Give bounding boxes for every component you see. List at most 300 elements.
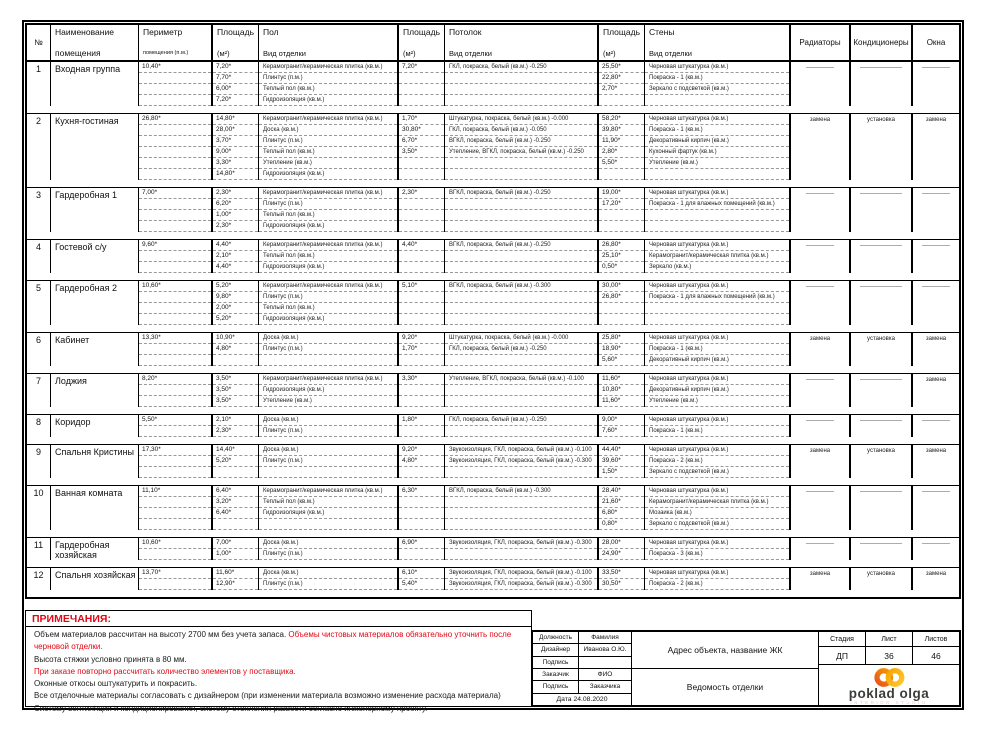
title-block xyxy=(531,630,961,707)
walls-finish-value: Декоративный кирпич (кв.м.) xyxy=(645,355,789,366)
walls-finish-value: Черновая штукатурка (кв.м.) xyxy=(645,240,789,251)
area-label: Площадь xyxy=(603,27,641,37)
walls-finish-value: Утепление (кв.м.) xyxy=(645,396,789,407)
room-name: Гардеробная хозяйская xyxy=(51,538,139,560)
ceiling-area-value xyxy=(399,169,444,180)
floor-finish-value: Теплый пол (кв.м.) xyxy=(259,84,397,95)
ceiling-finish-value: Штукатурка, покраска, белый (кв.м.) -0.000 xyxy=(445,114,597,125)
ceiling-area-value: 6,30* xyxy=(399,486,444,497)
signature-value: Фамилия xyxy=(591,634,619,642)
floor-area-value xyxy=(213,519,258,530)
perimeter-value xyxy=(139,221,211,232)
walls-finish-value: Покраска - 1 для влажных помещений (кв.м.) xyxy=(645,199,789,210)
sheet-number: 36 xyxy=(866,647,913,664)
ceiling-finish-value xyxy=(445,519,597,530)
col-header-perimeter xyxy=(139,25,213,60)
perimeter-value xyxy=(139,579,211,590)
ceiling-area-value: 3,30* xyxy=(399,374,444,385)
col-header-ceiling xyxy=(445,25,599,60)
walls-finish-value: Декоративный кирпич (кв.м.) xyxy=(645,136,789,147)
ceiling-area-value: 9,20* xyxy=(399,445,444,456)
walls-finish-value: Покраска - 1 для влажных помещений (кв.м.) xyxy=(645,292,789,303)
title-block-right xyxy=(819,632,959,705)
note-line xyxy=(34,703,523,715)
walls-area-value: 26,80* xyxy=(599,240,644,251)
perimeter-value: 10,60* xyxy=(139,538,211,549)
radiators-value: замена xyxy=(791,114,851,180)
ceiling-finish-value xyxy=(445,508,597,519)
ceiling-finish-value: ВГКЛ, покраска, белый (кв.м.) -0.250 xyxy=(445,136,597,147)
perimeter-value xyxy=(139,251,211,262)
ceiling-area-value xyxy=(399,95,444,106)
floor-area-value: 28,00* xyxy=(213,125,258,136)
perimeter-value xyxy=(139,355,211,366)
floor-area-cell xyxy=(213,445,259,478)
floor-finish-cell xyxy=(259,188,399,232)
table-header xyxy=(27,25,959,62)
floor-finish-value: Плинтус (п.м.) xyxy=(259,292,397,303)
walls-area-value xyxy=(599,221,644,232)
floor-finish-value: Гидроизоляция (кв.м.) xyxy=(259,314,397,325)
room-name: Гардеробная 1 xyxy=(51,188,139,232)
ceiling-finish-value xyxy=(445,199,597,210)
walls-finish-value: Зеркало с подсветкой (кв.м.) xyxy=(645,84,789,95)
walls-finish-value: Зеркало (кв.м.) xyxy=(645,262,789,273)
floor-area-value: 4,80* xyxy=(213,344,258,355)
ceiling-finish-type-label: Вид отделки xyxy=(449,49,492,58)
floor-area-value: 3,50* xyxy=(213,385,258,396)
table-row xyxy=(27,188,959,240)
floor-area-value: 2,10* xyxy=(213,251,258,262)
ceiling-area-value xyxy=(399,508,444,519)
brand-name: poklad olga xyxy=(848,685,930,701)
sheet-label: Лист xyxy=(866,632,913,646)
room-number: 10 xyxy=(27,486,51,530)
windows-value: -------------- xyxy=(922,418,950,424)
floor-finish-value: Теплый пол (кв.м.) xyxy=(259,147,397,158)
conditioners-value: --------------------- xyxy=(851,62,913,106)
walls-finish-cell xyxy=(645,415,791,437)
walls-area-value xyxy=(599,303,644,314)
floor-finish-value: Утепление (кв.м.) xyxy=(259,158,397,169)
table-row xyxy=(27,62,959,114)
area-label: Площадь xyxy=(403,27,441,37)
col-header-radiators: Радиаторы xyxy=(791,25,851,60)
floor-finish-value: Доска (кв.м.) xyxy=(259,415,397,426)
conditioners-value: --------------------- xyxy=(851,281,913,325)
perimeter-value: 7,00* xyxy=(139,188,211,199)
perimeter-value: 9,60* xyxy=(139,240,211,251)
stage-sheet-header xyxy=(819,632,959,647)
floor-finish-value: Плинтус (п.м.) xyxy=(259,579,397,590)
perimeter-cell xyxy=(139,240,213,273)
floor-finish-value: Теплый пол (кв.м.) xyxy=(259,251,397,262)
floor-area-value: 1,00* xyxy=(213,210,258,221)
walls-area-value: 9,00* xyxy=(599,415,644,426)
ceiling-area-cell xyxy=(399,568,445,590)
windows-value: -------------- xyxy=(922,243,950,249)
walls-area-value: 19,00* xyxy=(599,188,644,199)
walls-area-value: 25,10* xyxy=(599,251,644,262)
conditioners-value: --------------------- xyxy=(851,374,913,407)
floor-area-value: 2,10* xyxy=(213,415,258,426)
walls-finish-value: Черновая штукатурка (кв.м.) xyxy=(645,114,789,125)
floor-finish-value: Керамогранит/керамическая плитка (кв.м.) xyxy=(259,62,397,73)
perimeter-cell xyxy=(139,281,213,325)
walls-area-cell xyxy=(599,415,645,437)
ceiling-area-cell xyxy=(399,114,445,180)
floor-area-value: 14,80* xyxy=(213,114,258,125)
room-name: Гардеробная 2 xyxy=(51,281,139,325)
col-header-walls xyxy=(645,25,791,60)
walls-area-value: 17,20* xyxy=(599,199,644,210)
walls-area-value xyxy=(599,95,644,106)
walls-area-value: 10,80* xyxy=(599,385,644,396)
col-header-floor xyxy=(259,25,399,60)
walls-area-value: 18,90* xyxy=(599,344,644,355)
ceiling-finish-value xyxy=(445,314,597,325)
ceiling-area-value: 4,80* xyxy=(399,456,444,467)
floor-finish-value: Керамогранит/керамическая плитка (кв.м.) xyxy=(259,240,397,251)
ceiling-finish-value xyxy=(445,426,597,437)
ceiling-area-value: 1,70* xyxy=(399,344,444,355)
ceiling-area-value: 6,90* xyxy=(399,538,444,549)
windows-value: замена xyxy=(925,448,947,454)
perimeter-value xyxy=(139,136,211,147)
signature-label: Должность xyxy=(533,632,579,643)
floor-finish-value: Гидроизоляция (кв.м.) xyxy=(259,221,397,232)
ceiling-area-value xyxy=(399,497,444,508)
ceiling-finish-cell xyxy=(445,568,599,590)
floor-area-value: 3,70* xyxy=(213,136,258,147)
floor-finish-cell xyxy=(259,281,399,325)
col-header-perimeter-line2: помещения (п.м.) xyxy=(143,50,189,56)
walls-area-value xyxy=(599,169,644,180)
floor-area-cell xyxy=(213,114,259,180)
floor-finish-value: Плинтус (п.м.) xyxy=(259,456,397,467)
ceiling-finish-value: Звукоизоляция, ГКЛ, покраска, белый (кв.м.) -0.100 xyxy=(445,568,597,579)
floor-area-cell xyxy=(213,374,259,407)
walls-finish-value xyxy=(645,169,789,180)
walls-area-value: 28,40* xyxy=(599,486,644,497)
floor-area-value: 4,40* xyxy=(213,262,258,273)
walls-area-value: 58,20* xyxy=(599,114,644,125)
floor-area-value: 14,80* xyxy=(213,169,258,180)
floor-area-value: 11,60* xyxy=(213,568,258,579)
signature-label: Дизайнер xyxy=(533,644,579,655)
note-line xyxy=(34,690,523,702)
floor-finish-value: Доска (кв.м.) xyxy=(259,445,397,456)
ceiling-area-value xyxy=(399,355,444,366)
walls-finish-value: Черновая штукатурка (кв.м.) xyxy=(645,333,789,344)
room-number: 9 xyxy=(27,445,51,478)
walls-area-value: 1,50* xyxy=(599,467,644,478)
windows-value: -------------- xyxy=(922,284,950,290)
floor-area-value: 7,20* xyxy=(213,62,258,73)
walls-finish-value: Мозаика (кв.м.) xyxy=(645,508,789,519)
walls-area-value: 21,60* xyxy=(599,497,644,508)
conditioners-value: --------------------- xyxy=(851,415,913,437)
radiators-value: замена xyxy=(791,568,851,590)
table-row xyxy=(27,333,959,374)
ceiling-finish-value: ВГКЛ, покраска, белый (кв.м.) -0.250 xyxy=(445,240,597,251)
walls-finish-value: Черновая штукатурка (кв.м.) xyxy=(645,281,789,292)
ceiling-finish-value xyxy=(445,303,597,314)
signature-row xyxy=(533,657,631,669)
table-row xyxy=(27,568,959,597)
ceiling-area-value: 6,70* xyxy=(399,136,444,147)
note-line xyxy=(34,678,523,690)
finish-table xyxy=(25,23,961,599)
ceiling-area-cell xyxy=(399,445,445,478)
radiators-value: -------------- xyxy=(791,281,851,325)
col-header-floor-area xyxy=(213,25,259,60)
ceiling-area-cell xyxy=(399,486,445,530)
floor-area-value: 6,20* xyxy=(213,199,258,210)
ceiling-finish-cell xyxy=(445,240,599,273)
windows-value: -------------- xyxy=(922,541,950,547)
perimeter-value xyxy=(139,303,211,314)
perimeter-cell xyxy=(139,415,213,437)
ceiling-finish-value: ГКЛ, покраска, белый (кв.м.) -0.250 xyxy=(445,62,597,73)
ceiling-area-cell xyxy=(399,188,445,232)
floor-area-value: 9,00* xyxy=(213,147,258,158)
floor-finish-value: Гидроизоляция (кв.м.) xyxy=(259,262,397,273)
walls-finish-cell xyxy=(645,333,791,366)
windows-value: замена xyxy=(925,571,947,577)
floor-area-value xyxy=(213,467,258,478)
date-value: Дата 24.08.2020 xyxy=(556,695,608,703)
ceiling-area-value xyxy=(399,467,444,478)
floor-area-cell xyxy=(213,486,259,530)
walls-area-cell xyxy=(599,62,645,106)
note-text: Объем материалов рассчитан на высоту 2700 мм без учета запаса. xyxy=(34,630,289,639)
ceiling-area-value xyxy=(399,292,444,303)
perimeter-value: 10,60* xyxy=(139,281,211,292)
windows-value: замена xyxy=(925,336,947,342)
room-number: 7 xyxy=(27,374,51,407)
walls-finish-cell xyxy=(645,486,791,530)
note-line xyxy=(34,629,523,654)
floor-finish-cell xyxy=(259,333,399,366)
floor-finish-type-label: Вид отделки xyxy=(263,49,306,58)
signature-value: ФИО xyxy=(597,671,613,679)
windows-value: -------------- xyxy=(922,191,950,197)
walls-finish-value: Черновая штукатурка (кв.м.) xyxy=(645,374,789,385)
perimeter-value xyxy=(139,456,211,467)
table-row xyxy=(27,415,959,445)
floor-finish-value: Теплый пол (кв.м.) xyxy=(259,303,397,314)
note-text: Высота стяжки условно принята в 80 мм. xyxy=(34,654,187,664)
conditioners-value: установка xyxy=(851,568,913,590)
walls-area-value: 7,60* xyxy=(599,426,644,437)
walls-area-value xyxy=(599,314,644,325)
perimeter-cell xyxy=(139,374,213,407)
walls-area-value: 0,50* xyxy=(599,262,644,273)
floor-finish-value: Гидроизоляция (кв.м.) xyxy=(259,385,397,396)
floor-finish-cell xyxy=(259,62,399,106)
logo-infinity-icon xyxy=(866,667,912,688)
perimeter-cell xyxy=(139,445,213,478)
walls-finish-cell xyxy=(645,374,791,407)
ceiling-finish-value xyxy=(445,467,597,478)
ceiling-label: Потолок xyxy=(449,27,482,37)
walls-area-cell xyxy=(599,114,645,180)
ceiling-finish-cell xyxy=(445,62,599,106)
note-text: При заказе повторно рассчитать количество элементов у поставщика. xyxy=(34,666,296,676)
floor-finish-value: Плинтус (п.м.) xyxy=(259,199,397,210)
floor-finish-value: Гидроизоляция (кв.м.) xyxy=(259,169,397,180)
walls-finish-value: Покраска - 1 (кв.м.) xyxy=(645,125,789,136)
area-unit-label: (м²) xyxy=(403,49,416,58)
signature-label: Подпись xyxy=(533,681,579,692)
floor-area-value: 3,30* xyxy=(213,158,258,169)
walls-finish-value: Покраска - 3 (кв.м.) xyxy=(645,549,789,560)
perimeter-cell xyxy=(139,114,213,180)
ceiling-area-value: 1,80* xyxy=(399,415,444,426)
walls-area-value: 11,60* xyxy=(599,374,644,385)
floor-finish-value xyxy=(259,467,397,478)
ceiling-finish-value xyxy=(445,292,597,303)
walls-area-value: 30,50* xyxy=(599,579,644,590)
walls-area-cell xyxy=(599,281,645,325)
room-number: 11 xyxy=(27,538,51,560)
perimeter-cell xyxy=(139,486,213,530)
perimeter-value xyxy=(139,199,211,210)
floor-finish-value: Теплый пол (кв.м.) xyxy=(259,210,397,221)
room-name: Кабинет xyxy=(51,333,139,366)
walls-finish-value: Зеркало с подсветкой (кв.м.) xyxy=(645,519,789,530)
ceiling-area-value: 7,20* xyxy=(399,62,444,73)
walls-finish-value: Покраска - 1 (кв.м.) xyxy=(645,426,789,437)
walls-finish-value: Покраска - 2 (кв.м.) xyxy=(645,456,789,467)
ceiling-finish-cell xyxy=(445,415,599,437)
walls-finish-cell xyxy=(645,445,791,478)
perimeter-value: 10,40* xyxy=(139,62,211,73)
ceiling-finish-value: Утепление, ВГКЛ, покраска, белый (кв.м.) -0.250 xyxy=(445,147,597,158)
ceiling-finish-value: Штукатурка, покраска, белый (кв.м.) -0.000 xyxy=(445,333,597,344)
ceiling-area-value xyxy=(399,73,444,84)
windows-value: -------------- xyxy=(922,65,950,71)
walls-area-cell xyxy=(599,240,645,273)
ceiling-area-value xyxy=(399,210,444,221)
ceiling-area-value xyxy=(399,262,444,273)
ceiling-area-value xyxy=(399,221,444,232)
floor-area-cell xyxy=(213,188,259,232)
ceiling-finish-value: ГКЛ, покраска, белый (кв.м.) -0.250 xyxy=(445,415,597,426)
note-line xyxy=(34,666,523,678)
ceiling-area-cell xyxy=(399,240,445,273)
walls-finish-value xyxy=(645,210,789,221)
ceiling-finish-value xyxy=(445,221,597,232)
note-text: Все отделочные материалы согласовать с дизайнером (при изменении материала возможно изменение расхода материала) xyxy=(34,691,501,701)
floor-finish-value: Керамогранит/керамическая плитка (кв.м.) xyxy=(259,114,397,125)
walls-area-value xyxy=(599,210,644,221)
floor-area-value: 12,90* xyxy=(213,579,258,590)
col-header-room-line2: помещения xyxy=(55,48,101,58)
table-row xyxy=(27,281,959,333)
area-unit-label: (м²) xyxy=(603,49,616,58)
floor-area-value: 10,90* xyxy=(213,333,258,344)
conditioners-value: --------------------- xyxy=(851,538,913,560)
floor-area-cell xyxy=(213,62,259,106)
perimeter-value xyxy=(139,497,211,508)
floor-label: Пол xyxy=(263,27,279,37)
signature-label: Заказчик xyxy=(533,669,579,680)
floor-finish-cell xyxy=(259,538,399,560)
ceiling-finish-value xyxy=(445,73,597,84)
walls-area-value: 39,80* xyxy=(599,125,644,136)
windows-value: -------------- xyxy=(922,489,950,495)
floor-area-value: 2,00* xyxy=(213,303,258,314)
walls-finish-value: Утепление (кв.м.) xyxy=(645,158,789,169)
table-row xyxy=(27,374,959,415)
walls-finish-cell xyxy=(645,188,791,232)
ceiling-area-value: 2,30* xyxy=(399,188,444,199)
radiators-value: -------------- xyxy=(791,240,851,273)
walls-area-value: 44,40* xyxy=(599,445,644,456)
walls-area-value: 25,50* xyxy=(599,62,644,73)
floor-finish-value: Керамогранит/керамическая плитка (кв.м.) xyxy=(259,188,397,199)
floor-area-value: 5,20* xyxy=(213,314,258,325)
floor-area-value: 5,20* xyxy=(213,281,258,292)
floor-area-value: 3,50* xyxy=(213,374,258,385)
walls-area-value: 6,80* xyxy=(599,508,644,519)
floor-finish-cell xyxy=(259,114,399,180)
windows-value: замена xyxy=(925,117,947,123)
floor-finish-cell xyxy=(259,240,399,273)
radiators-value: замена xyxy=(791,333,851,366)
sheets-label: Листов xyxy=(924,635,948,643)
room-number: 8 xyxy=(27,415,51,437)
ceiling-finish-cell xyxy=(445,445,599,478)
walls-area-value: 28,00* xyxy=(599,538,644,549)
ceiling-area-value xyxy=(399,158,444,169)
floor-area-cell xyxy=(213,281,259,325)
room-name: Входная группа xyxy=(51,62,139,106)
ceiling-finish-value: ГКЛ, покраска, белый (кв.м.) -0.250 xyxy=(445,344,597,355)
walls-finish-cell xyxy=(645,568,791,590)
room-name: Гостевой с/у xyxy=(51,240,139,273)
walls-area-value: 39,60* xyxy=(599,456,644,467)
ceiling-finish-value xyxy=(445,210,597,221)
radiators-value: -------------- xyxy=(791,374,851,407)
room-number: 5 xyxy=(27,281,51,325)
col-header-windows: Окна xyxy=(926,38,946,47)
floor-finish-value: Керамогранит/керамическая плитка (кв.м.) xyxy=(259,486,397,497)
walls-area-value: 24,90* xyxy=(599,549,644,560)
room-name: Коридор xyxy=(51,415,139,437)
walls-finish-value: Черновая штукатурка (кв.м.) xyxy=(645,568,789,579)
floor-finish-value: Плинтус (п.м.) xyxy=(259,344,397,355)
floor-area-value: 6,40* xyxy=(213,486,258,497)
floor-finish-value: Гидроизоляция (кв.м.) xyxy=(259,95,397,106)
ceiling-area-value xyxy=(399,199,444,210)
room-number: 1 xyxy=(27,62,51,106)
ceiling-finish-value xyxy=(445,262,597,273)
ceiling-finish-value xyxy=(445,385,597,396)
perimeter-value: 13,30* xyxy=(139,333,211,344)
walls-area-cell xyxy=(599,486,645,530)
ceiling-finish-value xyxy=(445,84,597,95)
walls-area-value: 5,50* xyxy=(599,158,644,169)
brand-subtitle: INTERIOR STUDIO xyxy=(850,699,928,705)
ceiling-finish-cell xyxy=(445,374,599,407)
title-block-middle xyxy=(632,632,819,705)
perimeter-value: 17,30* xyxy=(139,445,211,456)
floor-area-value: 14,40* xyxy=(213,445,258,456)
conditioners-value: --------------------- xyxy=(851,188,913,232)
